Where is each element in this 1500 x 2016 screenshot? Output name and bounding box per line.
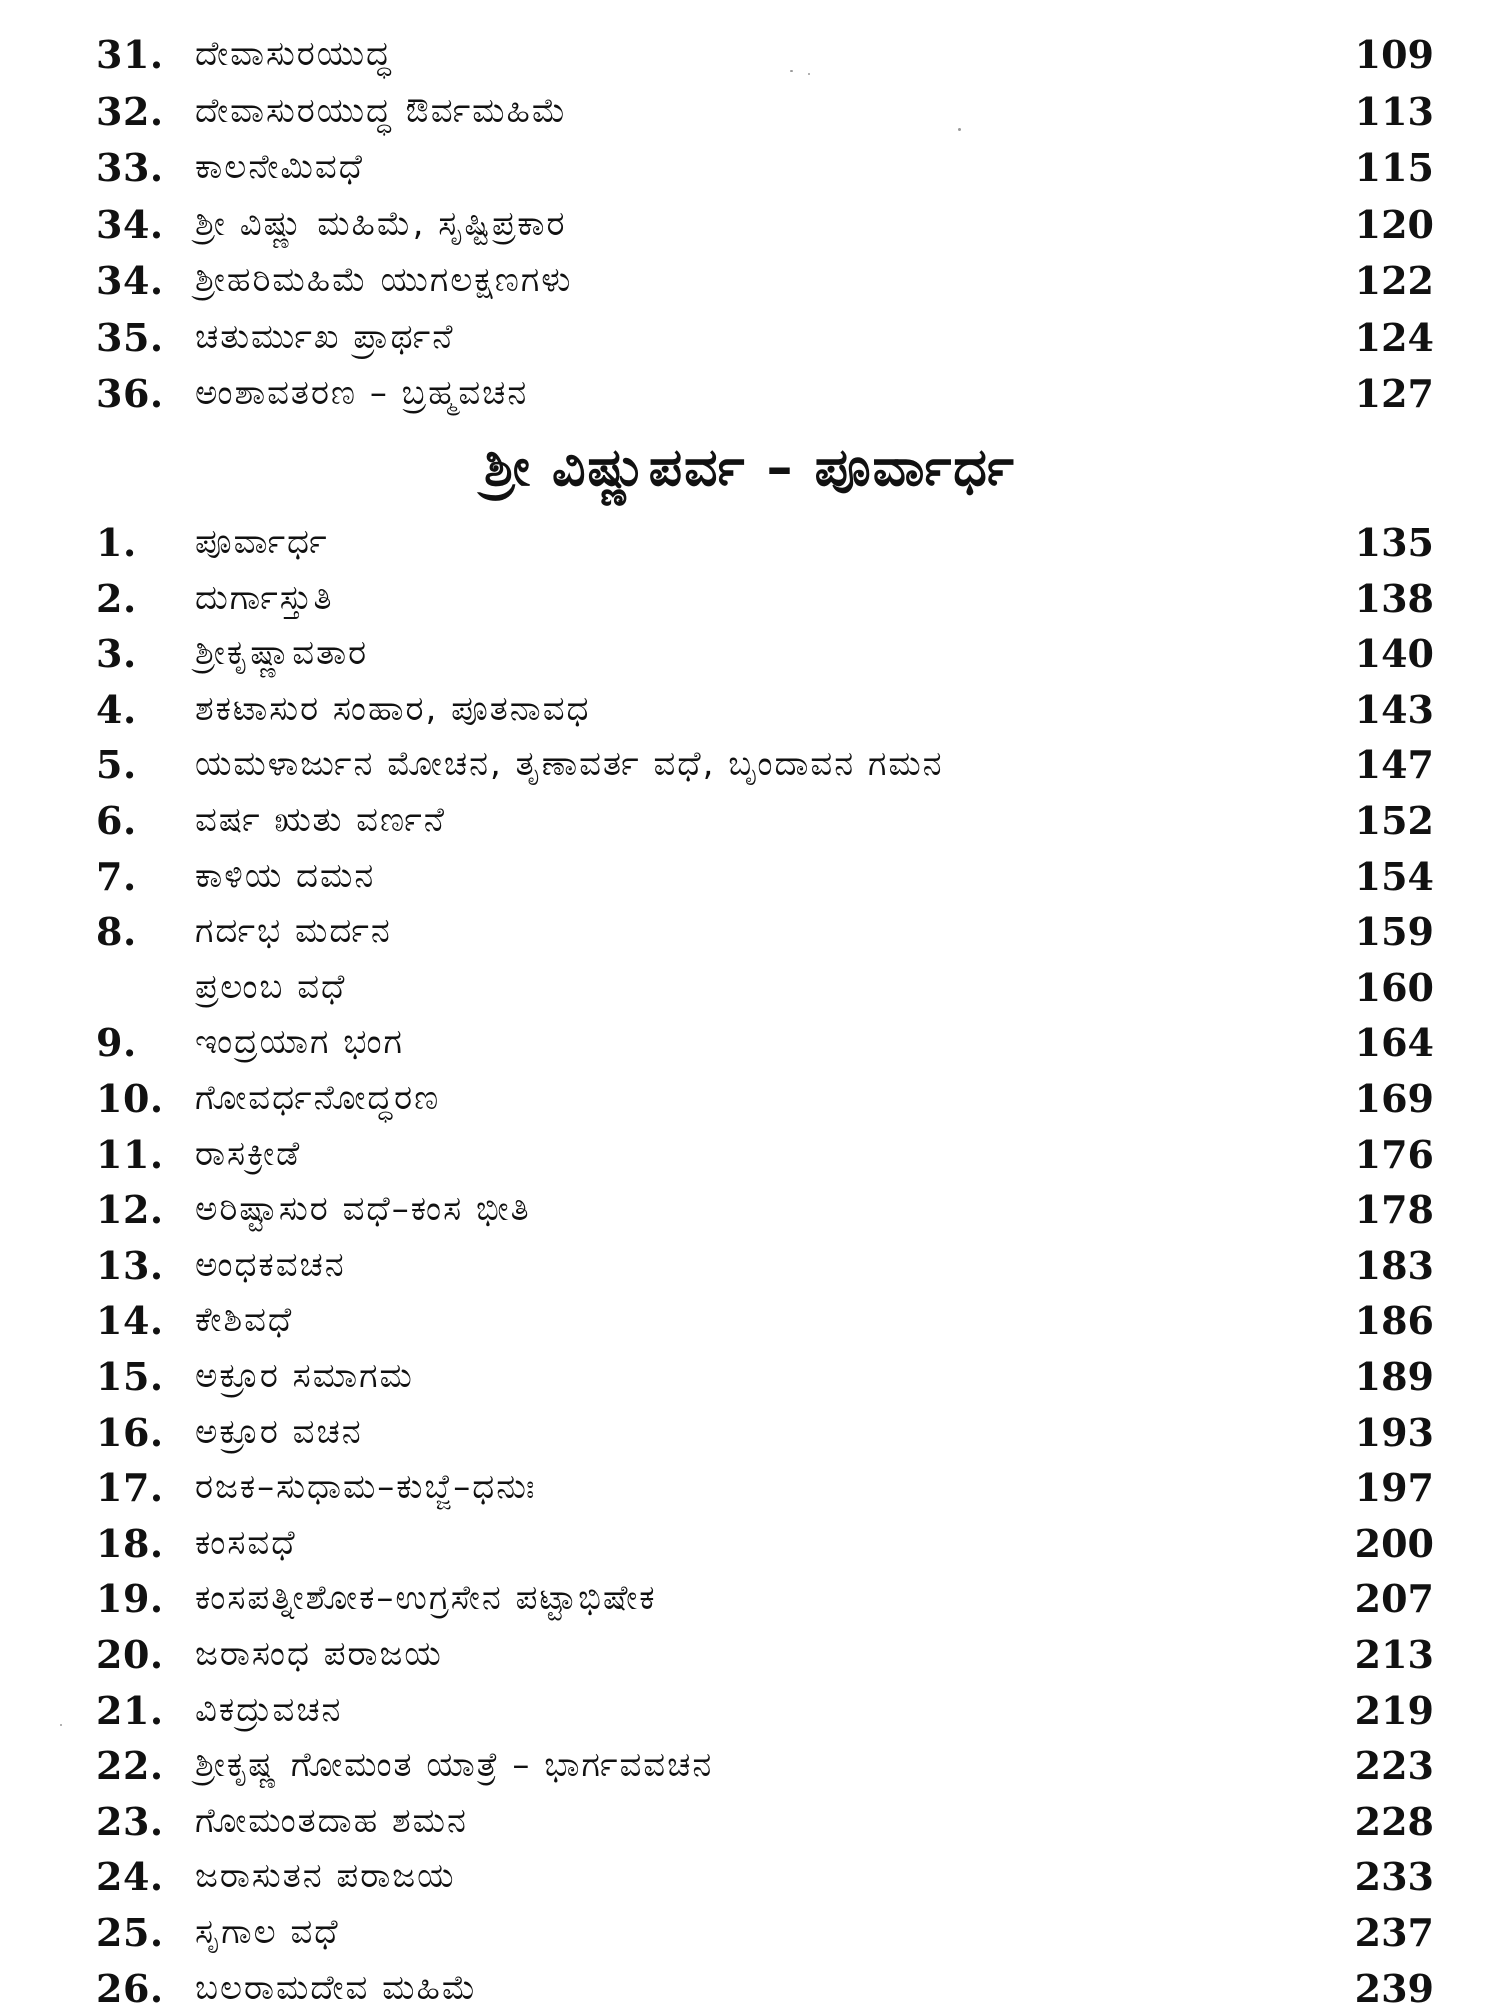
entry-page-number: 197 bbox=[1354, 1465, 1434, 1511]
entry-page-number: 164 bbox=[1354, 1020, 1434, 1066]
toc-entry bbox=[0, 1517, 1500, 1571]
entry-title: ದುರ್ಗಾಸ್ತುತಿ bbox=[195, 577, 334, 618]
entry-title: ಕಾಲನೇಮಿವಧೆ bbox=[195, 147, 365, 187]
entry-page-number: 120 bbox=[1354, 201, 1434, 247]
entry-number: 22. bbox=[96, 1743, 164, 1789]
entry-number: 17. bbox=[96, 1465, 164, 1511]
entry-title: ಶ್ರೀಹರಿಮಹಿಮೆ ಯುಗಲಕ್ಷಣಗಳು bbox=[195, 260, 573, 300]
entry-number: 4. bbox=[96, 686, 137, 732]
entry-number: 16. bbox=[96, 1409, 164, 1455]
entry-title: ವರ್ಷ ಋತು ವರ್ಣನೆ bbox=[195, 800, 446, 840]
entry-title: ಅಂಧಕವಚನ bbox=[195, 1244, 346, 1285]
entry-title: ಶ್ರೀಕೃಷ್ಣ ಗೋಮಂತ ಯಾತ್ರೆ – ಭಾರ್ಗವವಚನ bbox=[195, 1745, 714, 1786]
entry-title: ವಿಕದ್ರುವಚನ bbox=[195, 1689, 343, 1730]
entry-title: ಬಲರಾಮದೇವ ಮಹಿಮೆ bbox=[195, 1967, 478, 2008]
toc-entry bbox=[0, 1739, 1500, 1793]
toc-entry bbox=[0, 1962, 1500, 2016]
entry-number: 25. bbox=[96, 1910, 164, 1955]
entry-number: 7. bbox=[96, 853, 137, 899]
toc-entry bbox=[0, 28, 1500, 82]
entry-number: 11. bbox=[96, 1131, 164, 1177]
entry-number: 32. bbox=[96, 88, 164, 134]
scan-speck bbox=[60, 1724, 62, 1726]
entry-page-number: 113 bbox=[1354, 88, 1434, 134]
entry-page-number: 186 bbox=[1354, 1298, 1434, 1344]
toc-entry bbox=[0, 1072, 1500, 1126]
entry-number: 2. bbox=[96, 575, 137, 621]
entry-number: 35. bbox=[96, 314, 164, 360]
entry-title: ರಾಸಕ್ರೀಡೆ bbox=[195, 1133, 302, 1174]
entry-page-number: 122 bbox=[1354, 258, 1434, 303]
scan-speck bbox=[958, 128, 961, 131]
toc-entry bbox=[0, 905, 1500, 959]
entry-page-number: 207 bbox=[1354, 1576, 1434, 1622]
toc-entry bbox=[0, 572, 1500, 626]
entry-page-number: 213 bbox=[1354, 1632, 1434, 1677]
entry-title: ಜರಾಸಂಧ ಪರಾಜಯ bbox=[195, 1634, 443, 1674]
entry-number: 31. bbox=[96, 32, 164, 77]
toc-entry bbox=[0, 1128, 1500, 1182]
entry-number: 9. bbox=[96, 1020, 137, 1066]
entry-title: ಶ್ರೀ ವಿಷ್ಣು ಮಹಿಮೆ, ಸೃಷ್ಟಿಪ್ರಕಾರ bbox=[195, 203, 567, 244]
entry-title: ಗೋಮಂತದಾಹ ಶಮನ bbox=[195, 1800, 468, 1841]
toc-entry bbox=[0, 1850, 1500, 1904]
entry-page-number: 233 bbox=[1354, 1854, 1434, 1900]
scan-speck bbox=[790, 70, 793, 72]
entry-number: 26. bbox=[96, 1965, 164, 2011]
entry-page-number: 219 bbox=[1354, 1687, 1434, 1733]
toc-entry bbox=[0, 367, 1500, 421]
toc-entry bbox=[0, 794, 1500, 848]
entry-title: ಸೃಗಾಲ ವಧೆ bbox=[195, 1912, 340, 1952]
entry-number: 10. bbox=[96, 1076, 164, 1121]
toc-entry bbox=[0, 1461, 1500, 1515]
entry-title: ಕೇಶಿವಧೆ bbox=[195, 1300, 294, 1341]
entry-number: 23. bbox=[96, 1798, 164, 1844]
entry-page-number: 183 bbox=[1354, 1242, 1434, 1288]
entry-title: ಶಕಟಾಸುರ ಸಂಹಾರ, ಪೂತನಾವಧ bbox=[195, 688, 591, 729]
entry-title: ಅಕ್ರೂರ ವಚನ bbox=[195, 1411, 363, 1452]
toc-entry bbox=[0, 1572, 1500, 1626]
entry-page-number: 178 bbox=[1354, 1187, 1434, 1233]
toc-entry bbox=[0, 516, 1500, 570]
entry-title: ಯಮಳಾರ್ಜುನ ಮೋಚನ, ತೃಣಾವರ್ತ ವಧೆ, ಬೃಂದಾವನ ಗಮನ bbox=[195, 744, 944, 785]
toc-entry bbox=[0, 1294, 1500, 1348]
entry-page-number: 124 bbox=[1354, 314, 1434, 360]
toc-entry bbox=[0, 683, 1500, 737]
entry-number: 14. bbox=[96, 1298, 164, 1344]
toc-entry bbox=[0, 627, 1500, 681]
entry-page-number: 189 bbox=[1354, 1354, 1434, 1399]
entry-page-number: 223 bbox=[1354, 1743, 1434, 1789]
entry-title: ದೇವಾಸುರಯುದ್ಧ ಔರ್ವಮಹಿಮೆ bbox=[195, 90, 568, 131]
entry-title: ಕಾಳಿಯ ದಮನ bbox=[195, 855, 376, 896]
entry-title: ಅಂಶಾವತರಣ – ಬ್ರಹ್ಮವಚನ bbox=[195, 373, 529, 413]
toc-entry bbox=[0, 1183, 1500, 1237]
entry-page-number: 154 bbox=[1354, 853, 1434, 899]
toc-entry bbox=[0, 1906, 1500, 1960]
entry-number: 12. bbox=[96, 1187, 164, 1233]
entry-page-number: 109 bbox=[1354, 32, 1434, 77]
toc-entry bbox=[0, 1239, 1500, 1293]
entry-page-number: 138 bbox=[1354, 575, 1434, 621]
entry-page-number: 160 bbox=[1354, 964, 1434, 1010]
entry-page-number: 193 bbox=[1354, 1409, 1434, 1455]
entry-title: ಅರಿಷ್ಟಾಸುರ ವಧೆ–ಕಂಸ ಭೀತಿ bbox=[195, 1189, 531, 1230]
entry-number: 1. bbox=[96, 520, 137, 565]
entry-number: 18. bbox=[96, 1520, 164, 1566]
entry-title: ಇಂದ್ರಯಾಗ ಭಂಗ bbox=[195, 1022, 404, 1063]
entry-page-number: 169 bbox=[1354, 1076, 1434, 1121]
entry-page-number: 135 bbox=[1354, 520, 1434, 565]
entry-page-number: 159 bbox=[1354, 909, 1434, 955]
entry-number: 21. bbox=[96, 1687, 164, 1733]
entry-title: ಗೋವರ್ಧನೋದ್ಧರಣ bbox=[195, 1078, 441, 1118]
section-heading: ಶ್ರೀ ವಿಷ್ಣುಪರ್ವ – ಪೂರ್ವಾರ್ಧ bbox=[484, 438, 1016, 498]
entry-number: 15. bbox=[96, 1354, 164, 1399]
entry-number: 36. bbox=[96, 371, 164, 416]
entry-number: 8. bbox=[96, 909, 137, 955]
entry-page-number: 147 bbox=[1354, 742, 1434, 788]
entry-number: 3. bbox=[96, 631, 137, 677]
entry-page-number: 143 bbox=[1354, 686, 1434, 732]
toc-entry bbox=[0, 1350, 1500, 1404]
toc-entry bbox=[0, 198, 1500, 252]
entry-page-number: 200 bbox=[1354, 1520, 1434, 1566]
entry-page-number: 228 bbox=[1354, 1798, 1434, 1844]
entry-number: 34. bbox=[96, 201, 164, 247]
entry-title: ಅಕ್ರೂರ ಸಮಾಗಮ bbox=[195, 1356, 414, 1396]
toc-entry bbox=[0, 85, 1500, 139]
toc-entry bbox=[0, 961, 1500, 1015]
entry-title: ಗರ್ದಭ ಮರ್ದನ bbox=[195, 911, 392, 952]
entry-page-number: 176 bbox=[1354, 1131, 1434, 1177]
entry-page-number: 239 bbox=[1354, 1965, 1434, 2011]
entry-number: 34. bbox=[96, 258, 164, 303]
toc-entry bbox=[0, 850, 1500, 904]
entry-page-number: 115 bbox=[1354, 145, 1434, 190]
entry-number: 20. bbox=[96, 1632, 164, 1677]
entry-title: ಶ್ರೀಕೃಷ್ಣಾವತಾರ bbox=[195, 633, 369, 674]
entry-title: ದೇವಾಸುರಯುದ್ಧ bbox=[195, 34, 393, 74]
toc-entry bbox=[0, 738, 1500, 792]
toc-entry bbox=[0, 1016, 1500, 1070]
entry-number: 13. bbox=[96, 1242, 164, 1288]
entry-title: ಕಂಸಪತ್ನೀಶೋಕ–ಉಗ್ರಸೇನ ಪಟ್ಟಾಭಿಷೇಕ bbox=[195, 1578, 657, 1619]
entry-page-number: 237 bbox=[1354, 1910, 1434, 1955]
entry-number: 33. bbox=[96, 145, 164, 190]
toc-entry bbox=[0, 1628, 1500, 1682]
entry-title: ಚತುರ್ಮುಖ ಪ್ರಾರ್ಥನೆ bbox=[195, 316, 455, 357]
entry-title: ಜರಾಸುತನ ಪರಾಜಯ bbox=[195, 1856, 456, 1897]
scan-speck bbox=[808, 73, 810, 75]
toc-entry bbox=[0, 141, 1500, 195]
entry-title: ಕಂಸವಧೆ bbox=[195, 1522, 297, 1563]
entry-number: 5. bbox=[96, 742, 137, 788]
toc-entry bbox=[0, 1795, 1500, 1849]
entry-number: 6. bbox=[96, 798, 137, 843]
entry-page-number: 127 bbox=[1354, 371, 1434, 416]
entry-number: 19. bbox=[96, 1576, 164, 1622]
entry-page-number: 140 bbox=[1354, 631, 1434, 677]
entry-title: ಪೂರ್ವಾರ್ಧ bbox=[195, 522, 329, 562]
entry-title: ಪ್ರಲಂಬ ವಧೆ bbox=[195, 966, 347, 1007]
toc-entry bbox=[0, 254, 1500, 308]
entry-title: ರಜಕ–ಸುಧಾಮ–ಕುಬ್ಜೆ–ಧನುಃ bbox=[195, 1467, 537, 1508]
entry-number: 24. bbox=[96, 1854, 164, 1900]
entry-page-number: 152 bbox=[1354, 798, 1434, 843]
toc-entry bbox=[0, 311, 1500, 365]
toc-entry bbox=[0, 1406, 1500, 1460]
toc-entry bbox=[0, 1684, 1500, 1738]
